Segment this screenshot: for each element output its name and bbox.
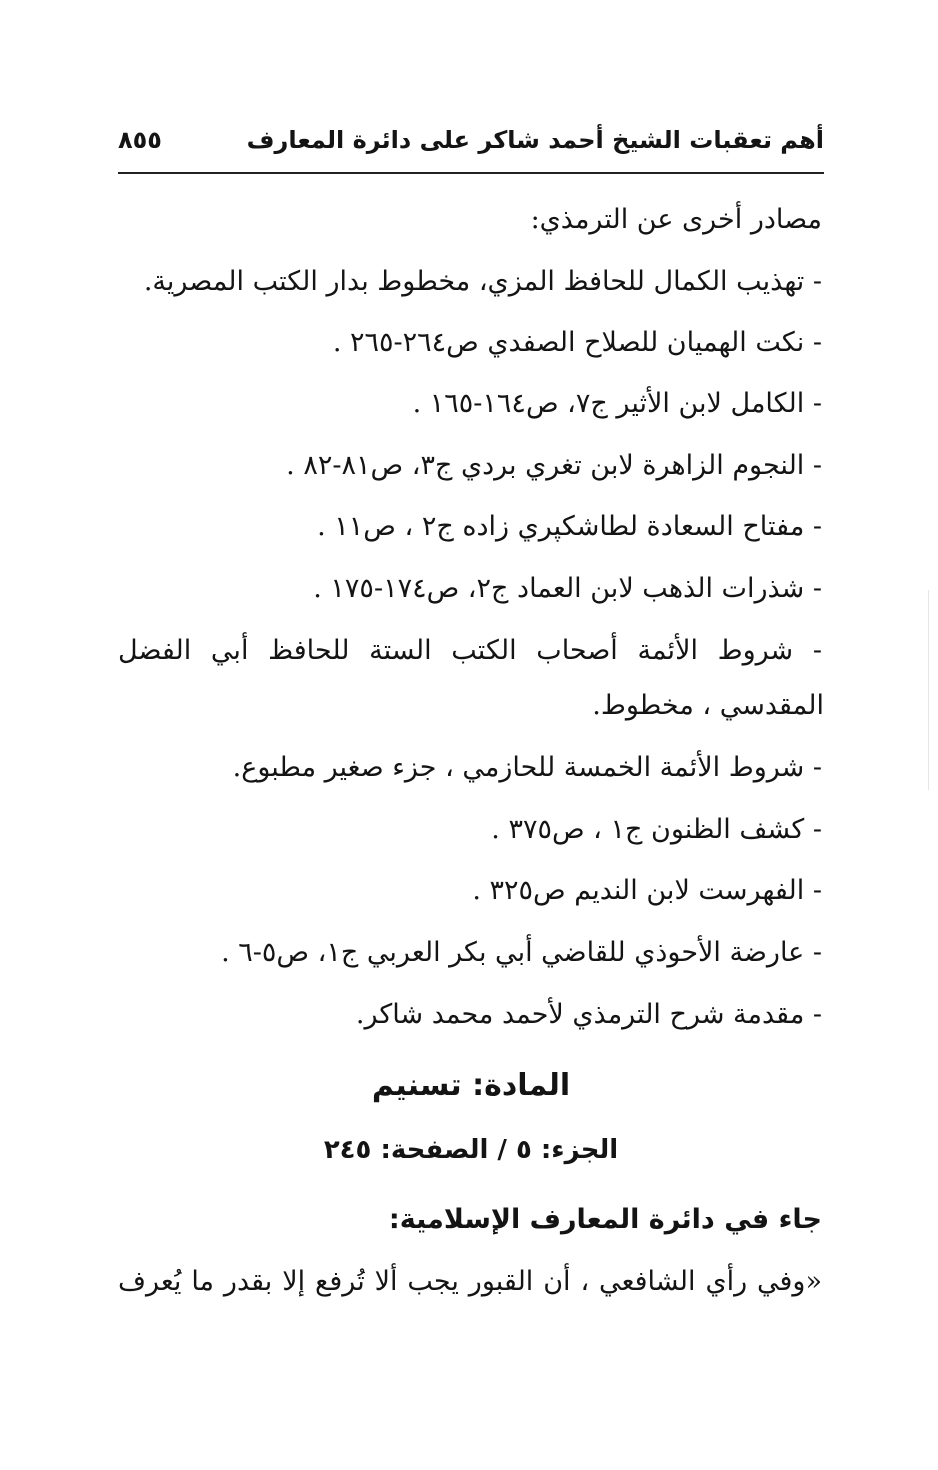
source-line: - شروط الأئمة الخمسة للحازمي ، جزء صغير مطبوع. <box>232 752 822 783</box>
source-line: - نكت الهميان للصلاح الصفدي ص٢٦٤-٢٦٥ . <box>332 327 822 358</box>
sources-intro: مصادر أخرى عن الترمذي: <box>530 204 822 235</box>
source-line: - تهذيب الكمال للحافظ المزي، مخطوط بدار الكتب المصرية. <box>143 266 822 297</box>
source-line: - شروط الأئمة أصحاب الكتب الستة للحافظ أبي الفضل <box>118 635 822 666</box>
source-line: - كشف الظنون ج١ ، ص٣٧٥ . <box>491 814 822 845</box>
source-line: - مقدمة شرح الترمذي لأحمد محمد شاكر. <box>355 999 822 1030</box>
quote-line: «وفي رأي الشافعي ، أن القبور يجب ألا تُرفع إلا بقدر ما يُعرف <box>118 1266 822 1297</box>
source-line: - مفتاح السعادة لطاشكپري زاده ج٢ ، ص١١ . <box>317 511 822 542</box>
source-line: - النجوم الزاهرة لابن تغري بردي ج٣، ص٨١-٨٢ . <box>286 450 822 481</box>
encyclopedia-source-line: جاء في دائرة المعارف الإسلامية: <box>388 1204 822 1235</box>
scan-edge-line <box>928 590 929 790</box>
source-line-continuation: المقدسي ، مخطوط. <box>592 690 824 721</box>
running-header-title: أهم تعقبات الشيخ أحمد شاكر على دائرة المعارف <box>246 126 824 154</box>
source-line: - عارضة الأحوذي للقاضي أبي بكر العربي ج١، ص٥-٦ . <box>221 937 822 968</box>
running-header <box>118 120 824 174</box>
page-number: ٨٥٥ <box>118 126 162 154</box>
entry-heading: المادة: تسنيم <box>371 1068 571 1103</box>
source-line: - الكامل لابن الأثير ج٧، ص١٦٤-١٦٥ . <box>412 388 822 419</box>
source-line: - شذرات الذهب لابن العماد ج٢، ص١٧٤-١٧٥ . <box>313 573 822 604</box>
source-line: - الفهرست لابن النديم ص٣٢٥ . <box>472 875 822 906</box>
entry-reference: الجزء: ٥ / الصفحة: ٢٤٥ <box>323 1135 619 1165</box>
